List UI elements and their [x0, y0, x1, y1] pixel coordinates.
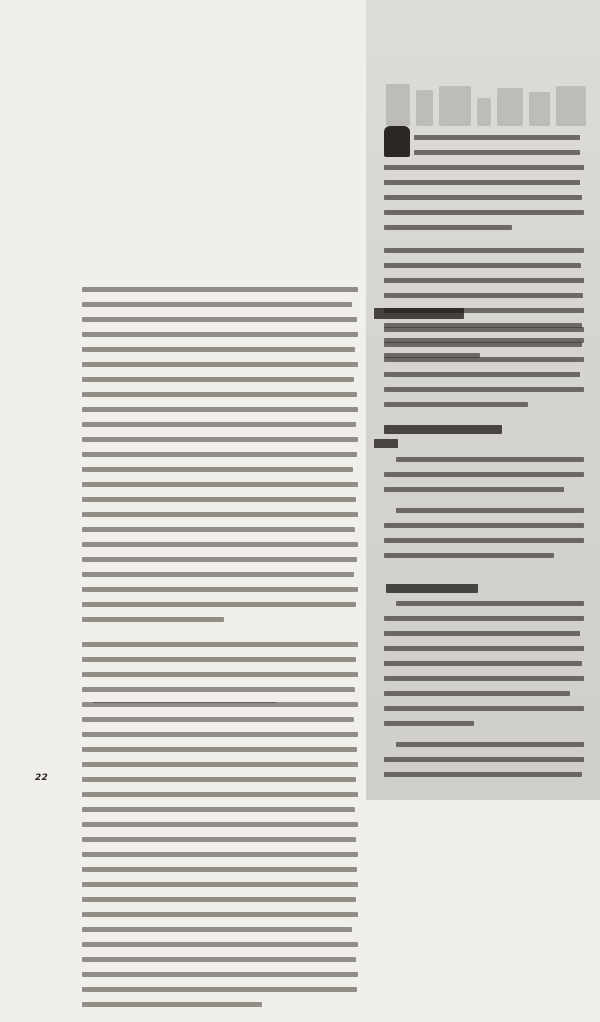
subsection-label-cont [374, 439, 398, 448]
right-column-text-2 [384, 322, 584, 412]
footer-page-number [35, 773, 48, 783]
subsection-label [386, 584, 478, 593]
subsection-label [384, 425, 502, 434]
paragraph [82, 637, 358, 1012]
footer-divider [93, 702, 276, 703]
section-heading [374, 308, 464, 319]
ghost-heading-graphic [386, 78, 586, 126]
right-column-text-4 [384, 596, 584, 782]
left-column-text [82, 282, 358, 1022]
paragraph [82, 282, 358, 627]
right-column-text-3 [384, 452, 584, 563]
page-number: 22 [35, 773, 48, 783]
